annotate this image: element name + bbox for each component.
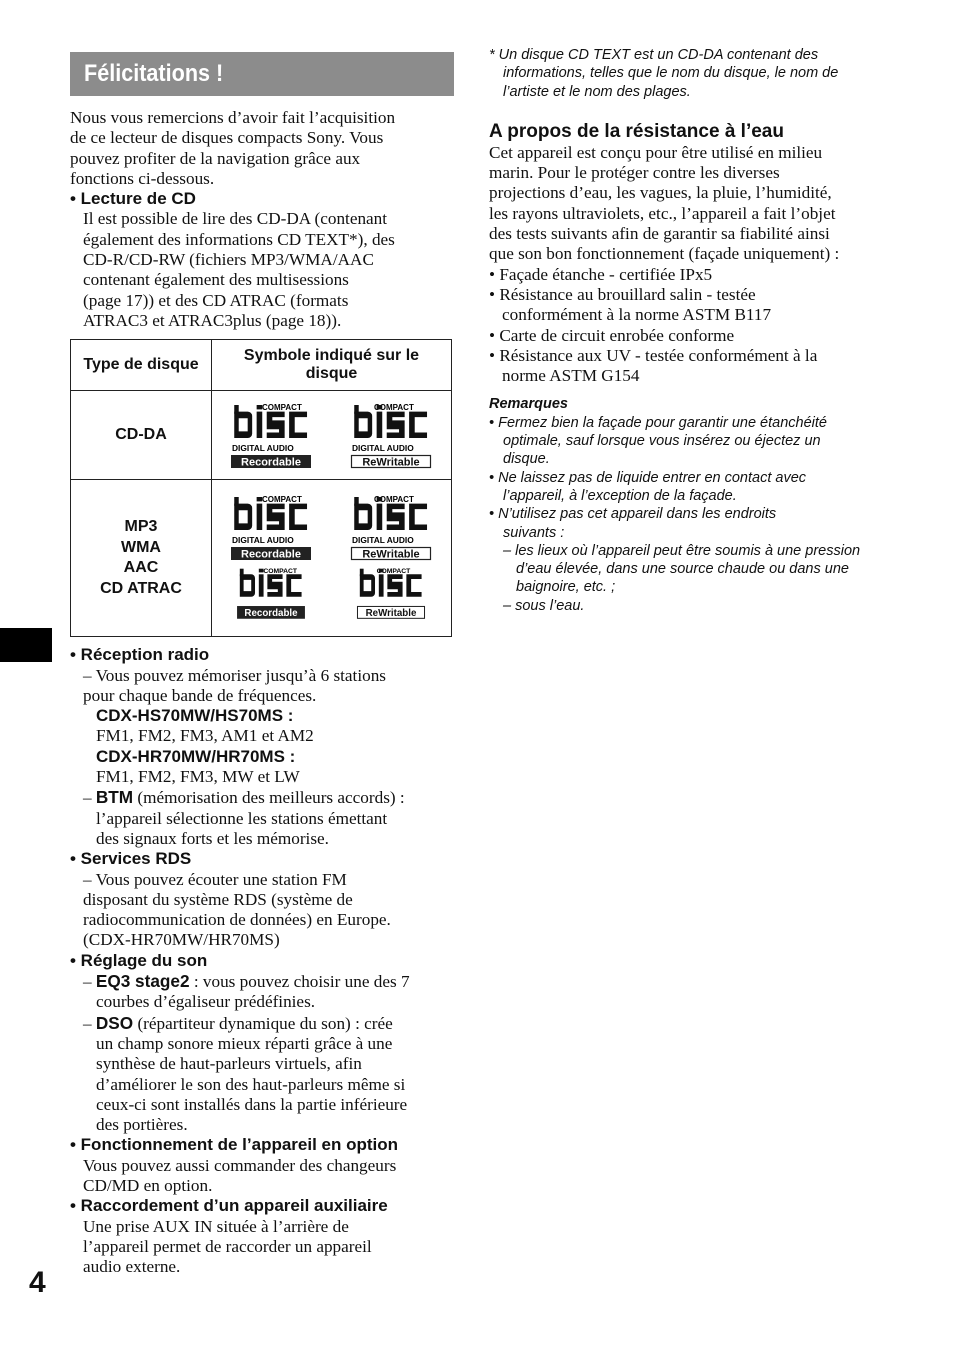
water-resistance-paragraph <box>489 143 869 265</box>
type-mp3: MP3 <box>124 518 158 536</box>
cell-compressed-logos <box>212 480 452 637</box>
option-paragraph <box>70 1156 454 1197</box>
logo-digital-audio-text: DIGITAL AUDIO <box>232 535 294 546</box>
lecture-line: contenant également des multisessions <box>83 270 349 290</box>
logo-digital-audio-text: DIGITAL AUDIO <box>232 443 294 454</box>
compact-disc-recordable-logo <box>230 495 312 561</box>
para-line: Cet appareil est conçu pour être utilisé en milieu <box>489 142 823 162</box>
note-item: • Fermez bien la façade pour garantir une étanchéité optimale, sauf lorsque vous insérez ou éjectez un disque. <box>489 414 827 468</box>
page-title: Félicitations ! <box>84 60 224 87</box>
model-hr70-bands: FM1, FM2, FM3, MW et LW <box>96 767 300 787</box>
title-banner <box>70 52 454 96</box>
compact-disc-recordable-logo <box>230 567 312 623</box>
list-item: • Résistance aux UV - testée conformément à la norme ASTM G154 <box>489 345 818 386</box>
dash: – <box>83 788 96 808</box>
page-number: 4 <box>29 1266 46 1299</box>
logo-compact-text: COMPACT <box>263 568 298 576</box>
aux-line: Une prise AUX IN située à l’arrière de <box>83 1216 349 1236</box>
para-line: que son bon fonctionnement (façade uniquement) : <box>489 244 840 264</box>
dso-item <box>70 1013 454 1034</box>
lecture-line: Il est possible de lire des CD-DA (contenant <box>83 209 388 229</box>
table-header-symbol: Symbole indiqué sur le disque <box>212 340 452 391</box>
dso-line: d’améliorer le son des haut-parleurs même si <box>96 1074 406 1094</box>
radio-line: pour chaque bande de fréquences. <box>83 685 317 705</box>
note-item: • Ne laissez pas de liquide entrer en contact avec l’appareil, à l’exception de la façade. <box>489 469 807 504</box>
aux-line: audio externe. <box>83 1257 181 1277</box>
note-item: • N’utilisez pas cet appareil dans les endroits suivants : <box>489 506 777 541</box>
dso-continuation <box>70 1034 454 1135</box>
type-aac: AAC <box>123 559 159 577</box>
dash: – <box>83 972 96 992</box>
eq-line: courbes d’égaliseur prédéfinies. <box>96 992 316 1012</box>
aux-heading: • Raccordement d’un appareil auxiliaire <box>70 1196 388 1216</box>
dso-line: synthèse de haut-parleurs virtuels, afin <box>96 1054 362 1074</box>
water-resistance-heading: A propos de la résistance à l’eau <box>489 120 784 142</box>
type-wma: WMA <box>121 538 161 556</box>
option-line: CD/MD en option. <box>83 1175 213 1195</box>
type-cd-atrac: CD ATRAC <box>100 579 182 597</box>
logo-compact-text: COMPACT <box>373 495 414 505</box>
eq-label: EQ3 stage2 <box>95 971 190 992</box>
compact-disc-recordable-logo <box>230 403 312 469</box>
rds-line: radiocommunication de données) en Europe. <box>83 910 391 930</box>
footnote-line: informations, telles que le nom du disque, le nom de <box>503 65 839 82</box>
disc-type-table <box>70 339 452 637</box>
lecture-heading: • Lecture de CD <box>70 189 196 209</box>
dso-line: des portières. <box>96 1115 188 1135</box>
aux-paragraph <box>70 1217 454 1278</box>
lecture-paragraph <box>70 209 454 331</box>
model-hs70-bands: FM1, FM2, FM3, AM1 et AM2 <box>96 726 314 746</box>
list-item: • Façade étanche - certifiée IPx5 <box>489 264 713 284</box>
dso-text: (répartiteur dynamique du son) : crée <box>133 1013 393 1033</box>
lecture-line: ATRAC3 et ATRAC3plus (page 18)). <box>83 310 342 330</box>
logo-recordable-text: Recordable <box>241 548 301 561</box>
para-line: projections d’eau, les vagues, la pluie, l’humidité, <box>489 183 832 203</box>
logo-rewritable-text: ReWritable <box>361 548 420 561</box>
eq-item <box>70 971 454 992</box>
para-line: des tests suivants afin de garantir sa fiabilité ainsi <box>489 224 830 244</box>
btm-line: l’appareil sélectionne les stations émettant <box>96 808 388 828</box>
notes-list <box>489 414 863 615</box>
resistance-list <box>489 265 849 387</box>
table-header-type: Type de disque <box>71 340 212 391</box>
intro-line: fonctions ci-dessous. <box>70 168 215 188</box>
btm-text: (mémorisation des meilleurs accords) : <box>133 788 405 808</box>
dso-line: ceux-ci sont installés dans la partie inférieure <box>96 1094 408 1114</box>
compact-disc-rewritable-logo <box>350 403 432 469</box>
compact-disc-rewritable-logo <box>350 495 432 561</box>
rds-line: (CDX-HR70MW/HR70MS) <box>83 930 280 950</box>
rds-heading: • Services RDS <box>70 849 192 869</box>
logo-recordable-text: Recordable <box>244 608 298 620</box>
lecture-line: CD-R/CD-RW (fichiers MP3/WMA/AAC <box>83 250 374 270</box>
dash: – <box>83 1013 96 1033</box>
model-hs70: CDX-HS70MW/HS70MS : <box>96 706 294 726</box>
son-heading: • Réglage du son <box>70 950 208 970</box>
logo-compact-text: COMPACT <box>376 568 410 576</box>
lecture-line: également des informations CD TEXT*), des <box>83 229 395 249</box>
aux-line: l’appareil permet de raccorder un appareil <box>83 1236 372 1256</box>
option-line: Vous pouvez aussi commander des changeurs <box>83 1155 397 1175</box>
intro-line: pouvez profiter de la navigation grâce aux <box>70 148 361 168</box>
btm-label: BTM <box>95 787 134 808</box>
dso-label: DSO <box>95 1012 134 1033</box>
eq-text: : vous pouvez choisir une des 7 <box>189 972 410 992</box>
btm-continuation <box>70 809 454 850</box>
cd-text-footnote <box>489 46 869 101</box>
logo-recordable-text: Recordable <box>241 456 301 469</box>
intro-line: Nous vous remercions d’avoir fait l’acquisition <box>70 108 396 127</box>
footnote-line: * Un disque CD TEXT est un CD-DA contenant des <box>489 47 819 63</box>
logo-compact-text: COMPACT <box>262 495 302 505</box>
para-line: les rayons ultraviolets, etc., l’appareil a fait l’objet <box>489 203 836 223</box>
logo-compact-text: COMPACT <box>262 403 302 413</box>
para-line: marin. Pour le protéger contre les diverses <box>489 163 780 183</box>
sub-note-item: – les lieux où l’appareil peut être soumis à une pression d’eau élevée, dans une source chaude ou dans une baignoire, etc. ; <box>503 542 861 596</box>
logo-rewritable-text: ReWritable <box>361 456 420 469</box>
model-hr70: CDX-HR70MW/HR70MS : <box>96 746 296 766</box>
radio-line: – Vous pouvez mémoriser jusqu’à 6 stations <box>83 665 386 685</box>
notes-heading: Remarques <box>489 396 568 413</box>
radio-heading: • Réception radio <box>70 645 210 665</box>
btm-line: des signaux forts et les mémorise. <box>96 828 329 848</box>
radio-item <box>70 666 454 707</box>
list-item: • Carte de circuit enrobée conforme <box>489 325 735 345</box>
footnote-line: l’artiste et le nom des plages. <box>503 83 691 100</box>
intro-paragraph <box>70 108 454 189</box>
btm-item <box>70 787 454 808</box>
intro-line: de ce lecteur de disques compacts Sony. Vous <box>70 128 384 148</box>
compact-disc-rewritable-logo <box>350 567 432 623</box>
sub-note-item: – sous l’eau. <box>503 597 585 614</box>
rds-item <box>70 870 454 951</box>
logo-digital-audio-text: DIGITAL AUDIO <box>351 443 414 454</box>
section-tab-marker <box>0 628 52 662</box>
logo-compact-text: COMPACT <box>373 403 414 413</box>
list-item: • Résistance au brouillard salin - testée conformément à la norme ASTM B117 <box>489 284 772 325</box>
rds-line: – Vous pouvez écouter une station FM <box>83 869 347 889</box>
rds-line: disposant du système RDS (système de <box>83 889 353 909</box>
cell-cdda: CD-DA <box>71 391 212 480</box>
lecture-line: (page 17)) et des CD ATRAC (formats <box>83 290 349 310</box>
cell-compressed-types <box>71 480 212 637</box>
dso-line: un champ sonore mieux réparti grâce à une <box>96 1033 393 1053</box>
cell-cdda-logos <box>212 391 452 480</box>
logo-rewritable-text: ReWritable <box>365 608 416 620</box>
logo-digital-audio-text: DIGITAL AUDIO <box>351 535 414 546</box>
option-heading: • Fonctionnement de l’appareil en option <box>70 1135 399 1155</box>
